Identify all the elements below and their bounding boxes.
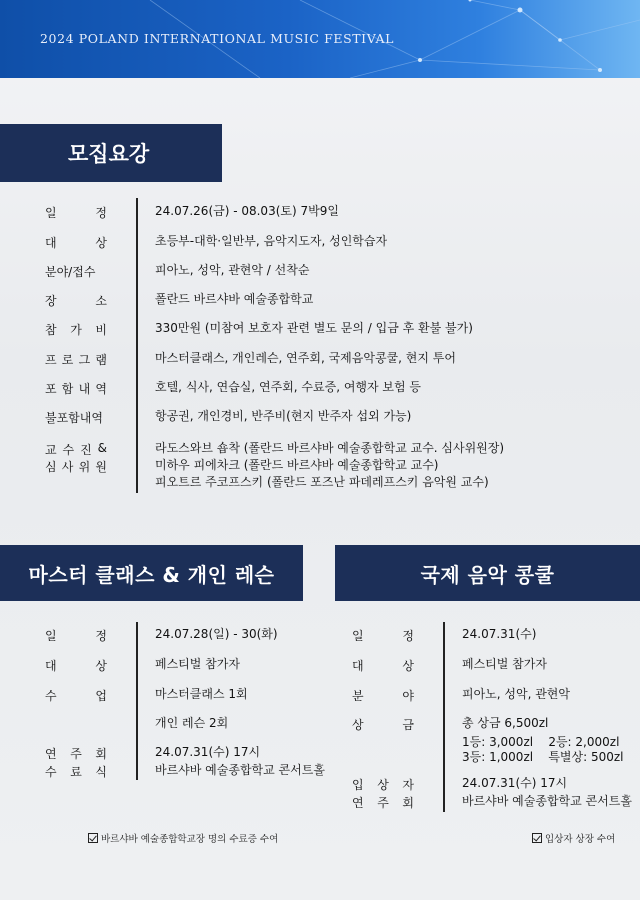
- comp-value-winner-2: 바르샤바 예술종합학교 콘서트홀: [462, 794, 632, 808]
- competition-divider: [443, 622, 445, 812]
- value-fee: 330만원 (미참여 보호자 관련 별도 문의 / 입금 후 환불 불가): [155, 321, 473, 335]
- competition-note: [532, 831, 615, 845]
- mc-value-class-1: 마스터클래스 1회: [155, 687, 248, 701]
- label-field: 분야/접수: [45, 265, 96, 279]
- masterclass-note: [88, 831, 278, 845]
- comp-value-field: 피아노, 성악, 관현악: [462, 687, 570, 701]
- mc-value-target: 페스티벌 참가자: [155, 657, 240, 671]
- masterclass-note-text: 바르샤바 예술종합학교장 명의 수료증 수여: [101, 834, 279, 845]
- comp-value-schedule: 24.07.31(수): [462, 627, 537, 641]
- mc-value-concert-1: 24.07.31(수) 17시: [155, 745, 261, 759]
- comp-value-prize-total: 총 상금 6,500zl: [462, 716, 549, 730]
- label-excluded: 불포함내역: [45, 411, 103, 425]
- value-included: 호텔, 식사, 연습실, 연주회, 수료증, 여행자 보험 등: [155, 380, 422, 394]
- label-included: 포 함 내 역: [45, 382, 107, 396]
- comp-label-prize: 상 금: [352, 718, 414, 732]
- comp-label-schedule: 일 정: [352, 629, 414, 643]
- comp-label-winner-concert: 연 주 회: [352, 796, 414, 810]
- competition-title: 국제 음악 콩쿨: [335, 545, 640, 601]
- mc-label-schedule: 일 정: [45, 629, 107, 643]
- mc-label-target: 대 상: [45, 659, 107, 673]
- mc-value-schedule: 24.07.28(일) - 30(화): [155, 627, 278, 641]
- faculty-line-2: 미하우 피에차크 (폴란드 바르샤바 예술종합학교 교수): [155, 458, 439, 472]
- comp-label-field: 분 야: [352, 689, 414, 703]
- masterclass-title: 마스터 클래스 & 개인 레슨: [0, 545, 303, 601]
- mc-label-graduation: 수 료 식: [45, 765, 107, 779]
- label-faculty: 교 수 진 &: [45, 441, 107, 457]
- mc-value-class-2: 개인 레슨 2회: [155, 716, 229, 730]
- value-target: 초등부-대학·일반부, 음악지도자, 성인학습자: [155, 234, 388, 248]
- mc-value-concert-2: 바르샤바 예술종합학교 콘서트홀: [155, 763, 325, 777]
- label-fee: 참 가 비: [45, 323, 107, 337]
- value-field: 피아노, 성악, 관현악 / 선착순: [155, 263, 310, 277]
- label-judges: 심 사 위 원: [45, 460, 107, 474]
- label-venue: 장 소: [45, 294, 107, 308]
- value-venue: 폴란드 바르샤바 예술종합학교: [155, 292, 314, 306]
- mc-label-class: 수 업: [45, 689, 107, 703]
- comp-label-target: 대 상: [352, 659, 414, 673]
- checkbox-icon: [88, 833, 98, 843]
- comp-value-prize-line-2: 3등: 1,000zl 특별상: 500zl: [462, 750, 624, 764]
- label-target: 대 상: [45, 236, 107, 250]
- comp-value-target: 페스티벌 참가자: [462, 657, 547, 671]
- comp-label-winner: 입 상 자: [352, 778, 414, 792]
- masterclass-divider: [136, 622, 138, 780]
- competition-note-text: 입상자 상장 수여: [545, 834, 616, 845]
- recruitment-title: 모집요강: [0, 124, 222, 182]
- festival-title: 2024 POLAND INTERNATIONAL MUSIC FESTIVAL: [40, 31, 395, 46]
- mc-label-concert: 연 주 회: [45, 747, 107, 761]
- comp-value-winner-1: 24.07.31(수) 17시: [462, 776, 568, 790]
- checkbox-icon: [532, 833, 542, 843]
- header-banner: [0, 0, 640, 78]
- faculty-line-3: 피오트르 주코프스키 (폴란드 포즈난 파데레프스키 음악원 교수): [155, 475, 489, 489]
- main-divider: [136, 198, 138, 493]
- comp-value-prize-line-1: 1등: 3,000zl 2등: 2,000zl: [462, 735, 620, 749]
- label-schedule: 일 정: [45, 206, 107, 220]
- value-program: 마스터클래스, 개인레슨, 연주회, 국제음악콩쿨, 현지 투어: [155, 351, 456, 365]
- label-program: 프 로 그 램: [45, 353, 107, 367]
- value-schedule: 24.07.26(금) - 08.03(토) 7박9일: [155, 204, 339, 218]
- value-excluded: 항공권, 개인경비, 반주비(현지 반주자 섭외 가능): [155, 409, 412, 423]
- faculty-line-1: 라도스와브 숍착 (폴란드 바르샤바 예술종합학교 교수. 심사위원장): [155, 441, 505, 455]
